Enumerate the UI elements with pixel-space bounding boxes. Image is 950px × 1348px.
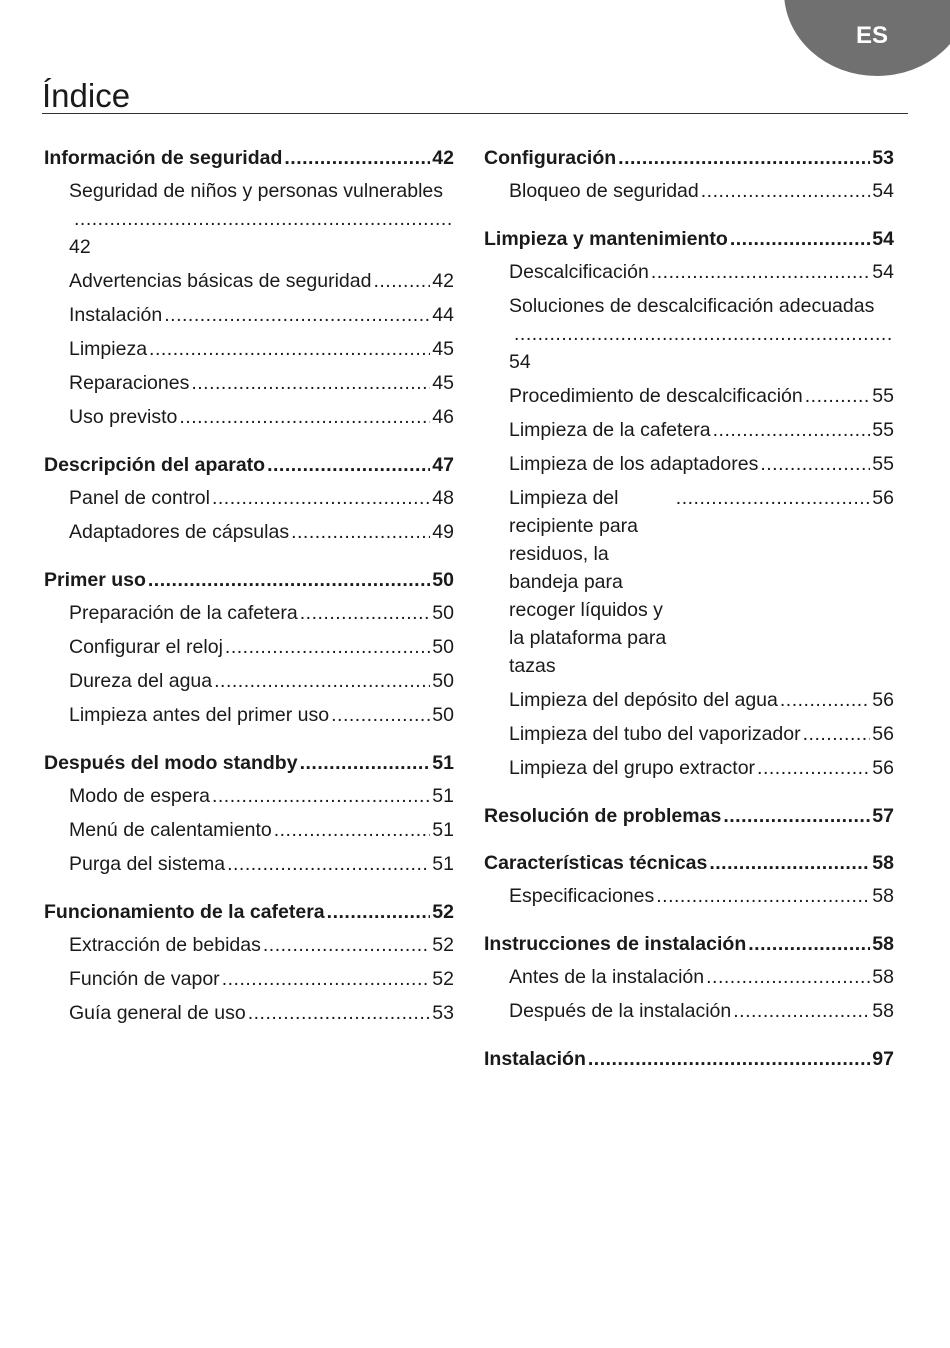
toc-left-column xyxy=(44,141,454,1044)
toc-page-number: 54 xyxy=(872,228,894,250)
dot-leader xyxy=(222,965,431,993)
toc-subsection-title: Antes de la instalación xyxy=(509,966,705,988)
toc-section-entry[interactable] xyxy=(484,846,894,879)
toc-subsection-entry[interactable] xyxy=(44,779,454,813)
dot-leader xyxy=(74,205,452,233)
toc-section-entry[interactable] xyxy=(44,895,454,928)
toc-section-title: Funcionamiento de la cafetera xyxy=(44,901,325,923)
toc-subsection-title: Modo de espera xyxy=(69,785,210,807)
toc-page-number: 47 xyxy=(432,454,454,476)
toc-page-number: 50 xyxy=(432,636,454,658)
toc-subsection-title: Limpieza antes del primer uso xyxy=(69,704,330,726)
toc-page-number: 53 xyxy=(872,147,894,169)
toc-page-number: 58 xyxy=(872,852,894,874)
toc-subsection-entry[interactable] xyxy=(44,813,454,847)
toc-subsection-entry[interactable] xyxy=(484,683,894,717)
toc-section-entry[interactable] xyxy=(484,222,894,255)
dot-leader xyxy=(514,320,892,348)
toc-section xyxy=(484,927,894,1028)
dot-leader xyxy=(651,258,870,286)
dot-leader xyxy=(164,301,430,329)
language-label: ES xyxy=(855,22,888,49)
toc-subsection-entry[interactable] xyxy=(44,481,454,515)
title-divider xyxy=(42,113,908,114)
dot-leader xyxy=(713,416,871,444)
toc-section-entry[interactable] xyxy=(44,746,454,779)
toc-page-number: 50 xyxy=(432,670,454,692)
toc-page-number: 42 xyxy=(432,147,454,169)
dot-leader xyxy=(618,144,870,172)
toc-section-title: Descripción del aparato xyxy=(44,454,266,476)
toc-subsection-title: Después de la instalación xyxy=(509,1000,732,1022)
toc-page-number: 56 xyxy=(872,689,894,711)
dot-leader xyxy=(730,225,870,253)
dot-leader xyxy=(212,782,430,810)
dot-leader xyxy=(191,369,430,397)
toc-subsection-entry[interactable] xyxy=(484,289,894,379)
toc-subsection-entry[interactable] xyxy=(484,447,894,481)
toc-subsection-title: Adaptadores de cápsulas xyxy=(69,521,290,543)
dot-leader xyxy=(701,177,871,205)
toc-subsection-title: Preparación de la cafetera xyxy=(69,602,298,624)
dot-leader xyxy=(757,754,870,782)
dot-leader xyxy=(723,802,870,830)
toc-page-number: 42 xyxy=(432,270,454,292)
toc-subsection-title: Limpieza del tubo del vaporizador xyxy=(509,723,801,745)
toc-subsection-title: Función de vapor xyxy=(69,968,220,990)
dot-leader xyxy=(805,382,871,410)
dot-leader xyxy=(179,403,430,431)
toc-page-number: 52 xyxy=(432,934,454,956)
toc-page-number: 52 xyxy=(432,901,454,923)
toc-subsection-entry[interactable] xyxy=(44,962,454,996)
toc-subsection-title: Limpieza del grupo extractor xyxy=(509,757,756,779)
toc-section xyxy=(44,563,454,732)
toc-page-number: 54 xyxy=(872,261,894,283)
toc-subsection-entry[interactable] xyxy=(484,379,894,413)
toc-section xyxy=(484,799,894,832)
toc-section-entry[interactable] xyxy=(44,563,454,596)
toc-section xyxy=(484,846,894,913)
toc-page-number: 46 xyxy=(432,406,454,428)
toc-subsection-entry[interactable] xyxy=(44,400,454,434)
toc-subsection-title: Advertencias básicas de seguridad xyxy=(69,270,372,292)
toc-subsection-entry[interactable] xyxy=(44,332,454,366)
toc-subsection-title: Bloqueo de seguridad xyxy=(509,180,699,202)
toc-subsection-title: Limpieza de la cafetera xyxy=(509,419,711,441)
toc-subsection-title: Menú de calentamiento xyxy=(69,819,272,841)
toc-page-number: 58 xyxy=(872,1000,894,1022)
dot-leader xyxy=(803,720,871,748)
dot-leader xyxy=(227,850,430,878)
toc-subsection-title: Guía general de uso xyxy=(69,1002,246,1024)
toc-page-number: 55 xyxy=(872,385,894,407)
toc-subsection-entry[interactable] xyxy=(44,174,454,264)
toc-section-entry[interactable] xyxy=(44,448,454,481)
toc-section-title: Características técnicas xyxy=(484,852,708,874)
dot-leader xyxy=(748,930,870,958)
dot-leader xyxy=(373,267,430,295)
toc-subsection-title: Panel de control xyxy=(69,487,210,509)
dot-leader xyxy=(327,898,431,926)
toc-subsection-title: Dureza del agua xyxy=(69,670,213,692)
toc-subsection-entry[interactable] xyxy=(484,481,894,683)
toc-subsection-entry[interactable] xyxy=(44,664,454,698)
toc-page-number: 53 xyxy=(432,1002,454,1024)
dot-leader xyxy=(148,566,430,594)
toc-page-number: 58 xyxy=(872,885,894,907)
toc-subsection-entry[interactable] xyxy=(484,174,894,208)
toc-section xyxy=(484,222,894,785)
dot-leader xyxy=(676,484,871,512)
toc-page-number: 56 xyxy=(872,757,894,779)
dot-leader xyxy=(656,882,870,910)
toc-right-column xyxy=(484,141,894,1089)
toc-subsection-entry[interactable] xyxy=(44,996,454,1030)
toc-section xyxy=(44,895,454,1030)
toc-subsection-title: Seguridad de niños y personas vulnerables xyxy=(69,180,443,202)
dot-leader xyxy=(284,144,430,172)
toc-subsection-entry[interactable] xyxy=(484,879,894,913)
dot-leader xyxy=(274,816,431,844)
toc-page-number: 45 xyxy=(432,372,454,394)
toc-page-number: 51 xyxy=(432,819,454,841)
toc-section xyxy=(44,448,454,549)
toc-subsection-entry[interactable] xyxy=(44,596,454,630)
toc-subsection-title: Extracción de bebidas xyxy=(69,934,261,956)
toc-page-number: 50 xyxy=(432,569,454,591)
toc-page-number: 48 xyxy=(432,487,454,509)
toc-section-title: Después del modo standby xyxy=(44,752,298,774)
dot-leader xyxy=(149,335,430,363)
toc-page-number: 52 xyxy=(432,968,454,990)
toc-page-number: 54 xyxy=(872,180,894,202)
toc-page-number: 51 xyxy=(432,853,454,875)
toc-subsection-entry[interactable] xyxy=(44,630,454,664)
toc-subsection-title: Configurar el reloj xyxy=(69,636,223,658)
dot-leader xyxy=(267,451,430,479)
toc-subsection-title: Instalación xyxy=(69,304,163,326)
toc-subsection-title: Purga del sistema xyxy=(69,853,226,875)
toc-subsection-title: Limpieza xyxy=(69,338,148,360)
dot-leader xyxy=(709,849,870,877)
toc-section-entry[interactable] xyxy=(44,141,454,174)
toc-subsection-entry[interactable] xyxy=(484,717,894,751)
toc-section-title: Instalación xyxy=(484,1048,586,1070)
dot-leader xyxy=(733,997,870,1025)
toc-page-number: 58 xyxy=(872,933,894,955)
toc-subsection-title: Especificaciones xyxy=(509,885,655,907)
toc-subsection-title: Soluciones de descalcificación adecuadas xyxy=(509,295,875,317)
toc-subsection-entry[interactable] xyxy=(484,751,894,785)
toc-subsection-entry[interactable] xyxy=(44,366,454,400)
toc-subsection-entry[interactable] xyxy=(484,413,894,447)
toc-section-entry[interactable] xyxy=(484,1042,894,1075)
toc-subsection-entry[interactable] xyxy=(484,255,894,289)
toc-subsection-entry[interactable] xyxy=(484,960,894,994)
toc-page-number: 49 xyxy=(432,521,454,543)
toc-subsection-entry[interactable] xyxy=(44,928,454,962)
toc-subsection-title: Procedimiento de descalcificación xyxy=(509,385,803,407)
toc-section-entry[interactable] xyxy=(484,927,894,960)
toc-page-number: 50 xyxy=(432,602,454,624)
toc-page-number: 56 xyxy=(872,487,894,509)
page-title: Índice xyxy=(42,77,131,114)
toc-subsection-title: Descalcificación xyxy=(509,261,649,283)
dot-leader xyxy=(291,518,430,546)
toc-section xyxy=(484,141,894,208)
toc-page-number: 50 xyxy=(432,704,454,726)
dot-leader xyxy=(588,1045,870,1073)
dot-leader xyxy=(214,667,430,695)
toc-page-number: 51 xyxy=(432,785,454,807)
toc-section xyxy=(484,1042,894,1075)
toc-page-number: 57 xyxy=(872,805,894,827)
dot-leader xyxy=(706,963,870,991)
toc-subsection-entry[interactable] xyxy=(44,515,454,549)
dot-leader xyxy=(300,599,431,627)
toc-section-title: Instrucciones de instalación xyxy=(484,933,747,955)
toc-page-number: 42 xyxy=(69,236,91,258)
toc-page-number: 55 xyxy=(872,419,894,441)
dot-leader xyxy=(212,484,430,512)
toc-page-number: 55 xyxy=(872,453,894,475)
toc-page-number: 97 xyxy=(872,1048,894,1070)
toc-section xyxy=(44,141,454,434)
toc-page-number: 44 xyxy=(432,304,454,326)
toc-subsection-entry[interactable] xyxy=(44,847,454,881)
toc-section-entry[interactable] xyxy=(484,799,894,832)
toc-subsection-entry[interactable] xyxy=(44,264,454,298)
toc-section-title: Limpieza y mantenimiento xyxy=(484,228,728,250)
toc-subsection-title: Limpieza de los adaptadores xyxy=(509,453,759,475)
toc-subsection-title: Limpieza del recipiente para residuos, la bandeja para recoger líquidos y la plataforma para tazas xyxy=(509,487,667,677)
dot-leader xyxy=(263,931,430,959)
dot-leader xyxy=(760,450,870,478)
toc-subsection-title: Uso previsto xyxy=(69,406,178,428)
toc-subsection-entry[interactable] xyxy=(484,994,894,1028)
toc-subsection-entry[interactable] xyxy=(44,298,454,332)
toc-page-number: 45 xyxy=(432,338,454,360)
toc-subsection-title: Limpieza del depósito del agua xyxy=(509,689,778,711)
toc-section-title: Primer uso xyxy=(44,569,146,591)
toc-page-number: 56 xyxy=(872,723,894,745)
toc-section-entry[interactable] xyxy=(484,141,894,174)
toc-page-number: 51 xyxy=(432,752,454,774)
toc-subsection-entry[interactable] xyxy=(44,698,454,732)
toc-subsection-title: Reparaciones xyxy=(69,372,190,394)
toc-page-number: 58 xyxy=(872,966,894,988)
dot-leader xyxy=(248,999,431,1027)
dot-leader xyxy=(300,749,431,777)
dot-leader xyxy=(331,701,430,729)
toc-section-title: Resolución de problemas xyxy=(484,805,722,827)
toc-section-title: Información de seguridad xyxy=(44,147,283,169)
toc-section-title: Configuración xyxy=(484,147,617,169)
dot-leader xyxy=(780,686,870,714)
dot-leader xyxy=(225,633,430,661)
toc-page-number: 54 xyxy=(509,351,531,373)
toc-section xyxy=(44,746,454,881)
